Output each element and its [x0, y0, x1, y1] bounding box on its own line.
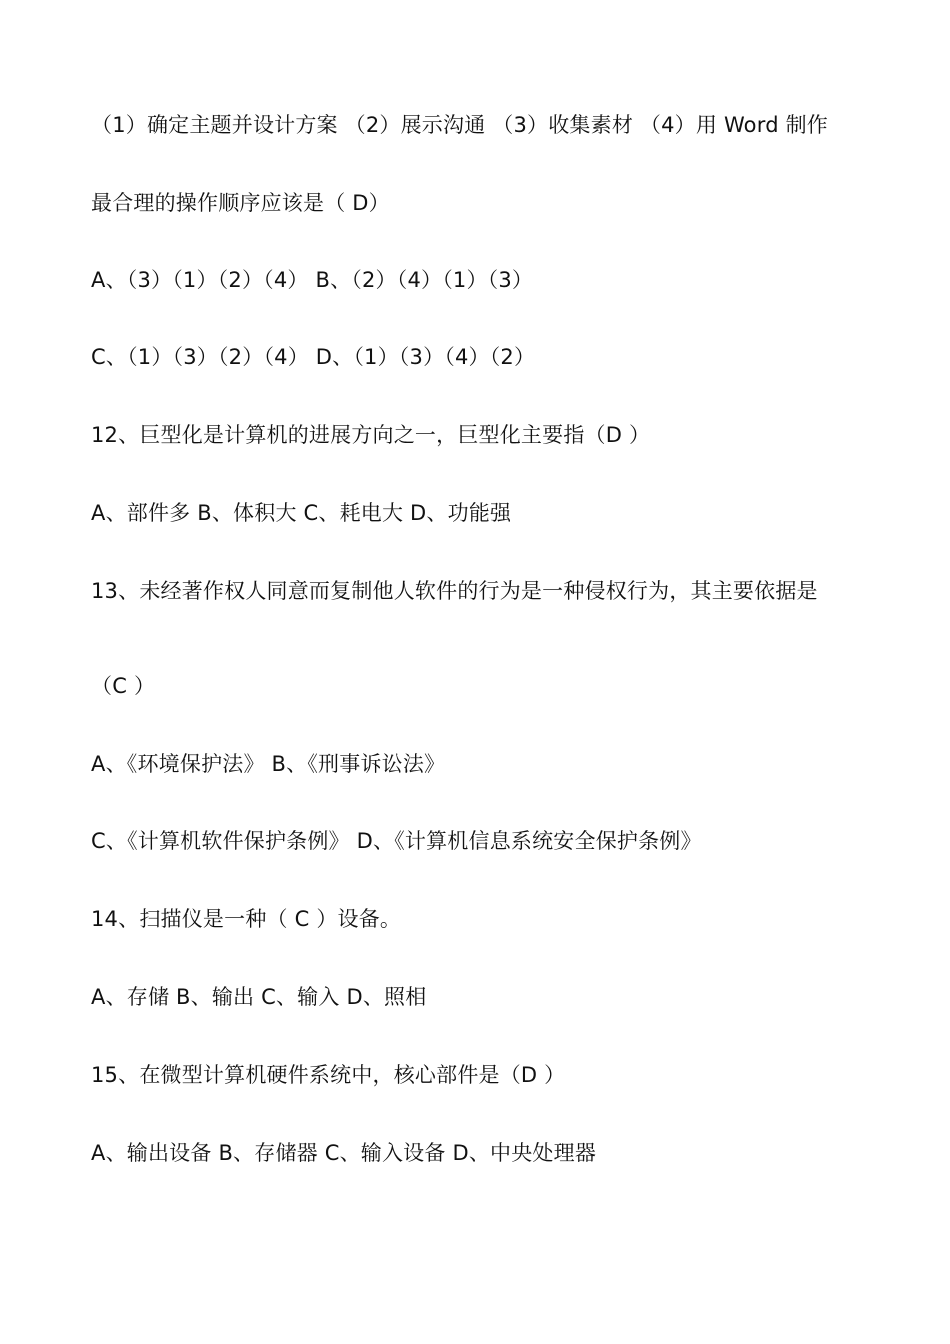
- question-13-options-cd: C、《计算机软件保护条例》 D、《计算机信息系统安全保护条例》: [91, 829, 702, 853]
- question-11-prompt: 最合理的操作顺序应该是（ D）: [91, 191, 390, 215]
- question-12-options: A、部件多 B、体积大 C、耗电大 D、功能强: [91, 501, 512, 525]
- question-13-options-ab: A、《环境保护法》 B、《刑事诉讼法》: [91, 752, 446, 776]
- question-13: 13、未经著作权人同意而复制他人软件的行为是一种侵权行为，其主要依据是: [91, 579, 818, 603]
- question-11-options-cd: C、（1）（3）（2）（4） D、（1）（3）（4）（2）: [91, 345, 536, 369]
- question-12: 12、巨型化是计算机的进展方向之一，巨型化主要指（D ）: [91, 423, 651, 447]
- question-13-answer: （C ）: [91, 674, 156, 698]
- question-14: 14、扫描仪是一种（ C ）设备。: [91, 907, 402, 931]
- question-11-options-ab: A、（3）（1）（2）（4） B、（2）（4）（1）（3）: [91, 268, 534, 292]
- question-14-options: A、存储 B、输出 C、输入 D、照相: [91, 985, 427, 1009]
- question-15: 15、在微型计算机硬件系统中，核心部件是（D ）: [91, 1063, 566, 1087]
- step-list-line: （1）确定主题并设计方案 （2）展示沟通 （3）收集素材 （4）用 Word 制作: [91, 113, 828, 137]
- question-15-options: A、输出设备 B、存储器 C、输入设备 D、中央处理器: [91, 1141, 597, 1165]
